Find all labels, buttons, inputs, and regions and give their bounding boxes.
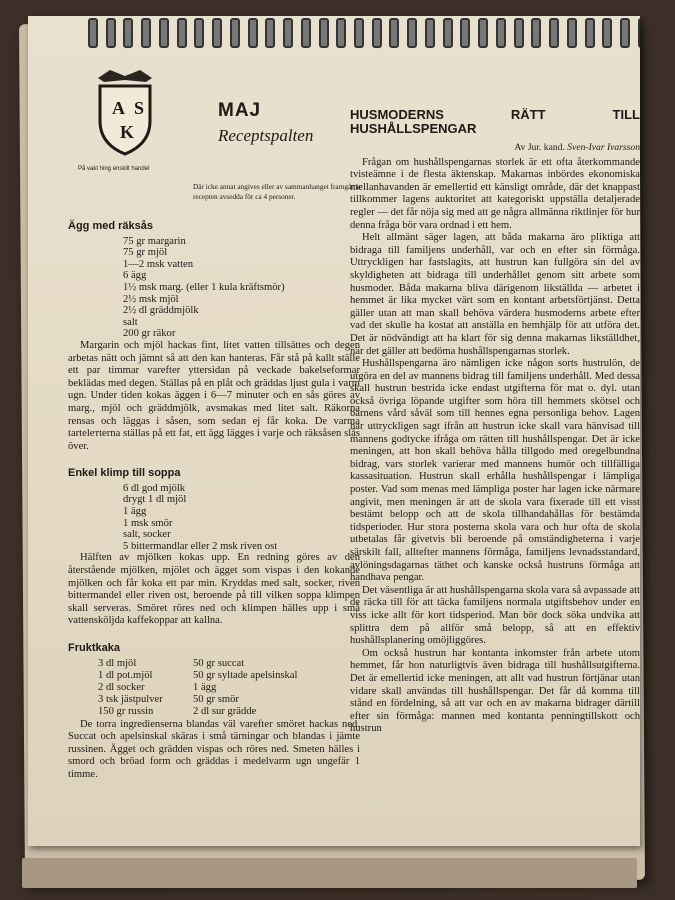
spiral-ring	[496, 18, 506, 48]
spiral-ring	[443, 18, 453, 48]
spiral-ring	[354, 18, 364, 48]
ingredient: 50 gr succat	[193, 657, 245, 669]
calendar-bottom-edge	[22, 858, 637, 888]
ingredient-grid	[98, 658, 360, 719]
recipe-column	[68, 214, 360, 782]
article-paragraph: Helt allmänt säger lagen, att båda makarna äro pliktiga att bidraga till familjens underhåll, var och en efter sin förmåga. Uttryckligen har fastslagits, att hustrun kan fullgöra sin del av skyldigheten att bidraga till underhållet genom sitt arbete som husmoder. Båda makarna bliva därigenom likställda — arbetet i hemmet är lika mycket värt som en kontant arbetsförtjänst. Detta gäller utan att man skall behöva värdera husmoderns arbete efter vad det skulle ha kostat att anställa en hemhjälp för att utföra det. Det är nödvändigt att ha klart för sig denna makarnas likställdhet, när det gäller att bedöma hushållspengarnas storlek.	[350, 232, 640, 357]
spiral-ring	[212, 18, 222, 48]
ingredient: 3 dl mjöl	[98, 657, 137, 669]
magazine-page	[28, 16, 640, 846]
intro-note: Där icke annat angives eller av sammanhanget framgår är recepten avsedda för ca 4 personer.	[193, 182, 362, 201]
spiral-ring	[141, 18, 151, 48]
article-paragraph: Om också hustrun har kontanta inkomster från arbete utom hemmet, får hon naturligtvis även bidraga till hushållsutgifterna. Det är emellertid icke meningen, att allt vad hustrun förtjänar utan vidare skall användas till hushållspengar. Det får då komma till stånd en fördelning, så att var och en av makarna bidrager därtill efter sin förmåga: mannen med kontanta penningtillskott och hustrun	[350, 647, 640, 735]
recipe-method: Hälften av mjölken kokas upp. En redning göres av den återstående mjölken, mjölet och ägget som vispas i den kokande mjölken och får koka ett par min. Kryddas med salt, socker, riven bittermandel eller riven ost, beroende på till vilken soppa klimpen skall serveras. Smöret röres ned och klimpen hälles upp i små vattensköljda kaffekoppar att kallna.	[68, 552, 360, 627]
spiral-ring	[585, 18, 595, 48]
ingredient: 2 dl socker	[98, 682, 145, 693]
spiral-ring	[602, 18, 612, 48]
byline-author: Sven-Ivar Ivarsson	[567, 142, 640, 153]
spiral-ring	[88, 18, 98, 48]
article-byline	[350, 142, 640, 155]
spiral-ring	[620, 18, 630, 48]
svg-text:K: K	[120, 122, 135, 142]
spiral-ring	[336, 18, 346, 48]
ingredient: 50 gr smör	[193, 694, 239, 706]
spiral-ring	[265, 18, 275, 48]
recipe-method: Margarin och mjöl hackas fint, litet vatten tillsättes och degen arbetas nätt och jämnt så att den kan hanteras. Får stå på kallt ställe ett par timmar varefter yttersidan på veckade bakelseformar beklädas med degen. Ställas på en plåt och gräddas ljust gula i varm ugn. Under tiden kokas äggen i 6—7 minuter och en sås göres av marg., mjöl och gräddmjölk, avsmakas med litet salt. Räkorna rensas och läggas i såsen, som sedan ej får koka. De varma tartelетterna ställas på ett fat, ett ägg lägges i varje och räksåsen slås över.	[68, 339, 360, 452]
recipe-title: Ägg med räksås	[68, 220, 153, 232]
recipe-title: Enkel klimp till soppa	[68, 467, 181, 480]
month-heading: MAJ	[218, 100, 262, 121]
ingredient: 1 dl pot.mjöl	[98, 669, 153, 681]
spiral-ring	[425, 18, 435, 48]
spiral-ring	[159, 18, 169, 48]
article-title: HUSMODERNS RÄTT TILL HUSHÅLLSPENGAR	[350, 107, 640, 136]
ingredient: 3 tsk jästpulver	[98, 694, 163, 706]
article-paragraph: Frågan om hushållspengarnas storlek är ett ofta återkommande tvisteämne i de flesta äktenskap. Makarnas inbördes ekonomiska mellanhavanden är emellertid ett känsligt område, där det knappast tillkommer lagens auktoritet att kategoriskt uppställa detaljerade regler — det får nöja sig med att ge några allmänna riktlinjer för hur denna fråga bör vara ordnad i ett hem.	[350, 156, 640, 231]
spiral-ring	[230, 18, 240, 48]
spiral-ring	[372, 18, 382, 48]
spiral-ring	[549, 18, 559, 48]
ingredient-list: 75 gr margarin 75 gr mjöl 1—2 msk vatten 6 ägg 1½ msk marg. (eller 1 kula kräftsmör) 2½ msk mjöl 2½ dl gräddmjölk salt 200 gr räkor	[123, 235, 285, 340]
article-paragraph: Det väsentliga är att hushållspengarna skola vara så avpassade att de räcka till för att täcka familjens normala utgiftsbehov under en viss icke allt för kort tidsperiod. Man bör dock söka undvika att splittra dem på allför små belopp, så att en effektiv hushållsplanering omöjliggöres.	[350, 584, 640, 647]
recipe-title: Fruktkaka	[68, 642, 120, 654]
spiral-ring	[514, 18, 524, 48]
ask-logo	[90, 66, 160, 166]
logo-tagline: På vakt hing enskilt handel	[78, 166, 150, 172]
spiral-ring	[460, 18, 470, 48]
spiral-binding	[88, 18, 640, 50]
shield-logo-icon	[90, 66, 160, 158]
spiral-ring	[301, 18, 311, 48]
spiral-ring	[389, 18, 399, 48]
spiral-ring	[319, 18, 329, 48]
spiral-ring	[248, 18, 258, 48]
ingredient-list: 6 dl god mjölk drygt 1 dl mjöl 1 ägg 1 msk smör salt, socker 5 bittermandlar eller 2 msk riven ost	[123, 482, 278, 552]
article-column	[350, 107, 640, 736]
ingredient-column-left	[98, 658, 193, 719]
spiral-ring	[283, 18, 293, 48]
spiral-ring	[567, 18, 577, 48]
spiral-ring	[177, 18, 187, 48]
ingredient: 150 gr russin	[98, 706, 154, 718]
ingredient: 50 gr syltade apelsinskal	[193, 669, 298, 681]
spiral-ring	[638, 18, 640, 48]
spiral-ring	[194, 18, 204, 48]
ingredient: 2 dl sur grädde	[193, 706, 257, 718]
spiral-ring	[478, 18, 488, 48]
byline-prefix: Av Jur. kand.	[514, 142, 565, 153]
svg-text:S: S	[134, 98, 145, 118]
spiral-ring	[106, 18, 116, 48]
ingredient-column-right	[193, 658, 333, 719]
svg-text:A: A	[112, 98, 125, 118]
section-heading: Receptspalten	[218, 126, 314, 145]
ingredient: 1 ägg	[193, 682, 217, 693]
spiral-ring	[123, 18, 133, 48]
spiral-ring	[407, 18, 417, 48]
spiral-ring	[531, 18, 541, 48]
recipe-method: De torra ingredienserna blandas väl varefter smöret hackas ned. Succat och apelsinskal skäras i små tärningar och blandas i jämte russinen. Ägget och grädden vispas och röres ned. Smeten hälles i smord och bröad form och gräddas i medelvarm ugn ungefär 1 timme.	[68, 718, 360, 780]
article-paragraph: Hushållspengarna äro nämligen icke någon sorts hustrulön, de utgöra en del av mannens bidrag till familjens underhåll. Med dessa skall hustrun bestrida icke endast utgifterna för mat o. dyl. utan också övriga löpande utgifter som höra till hemmets skötsel och barnens vård såväl som till hennes egna personliga behov. Lagen har uttryckligen sagt ifrån att hustrun icke skall vara hänvisad till mannens godtycke ifråga om rätten till hushållspengar. Det är icke meningen, att hon skall behöva hålla tillgodo med oregelbundna bidrag, vars storlek varierar med mannens humör och tillfälliga kassasituation. Hustrun skall erhålla hushållspengar i lämpliga poster. Vad som menas med lämpliga poster har lagen icke närmare angivit, men meningen är att de skola vara fixerade till ett visst bestämt belopp och att de skola tillhandahållas för bestämda tidsperioder. Hur stora posterna skola vara och hur ofta de skola utbetalas får givetvis bli beroende på omständigheterna i varje särskilt fall, alltefter mannens förmåga, familjens levnadsstandard, avlöningsdagarnas täthet och kanske också hustruns förmåga att handhava pengar.	[350, 358, 640, 584]
